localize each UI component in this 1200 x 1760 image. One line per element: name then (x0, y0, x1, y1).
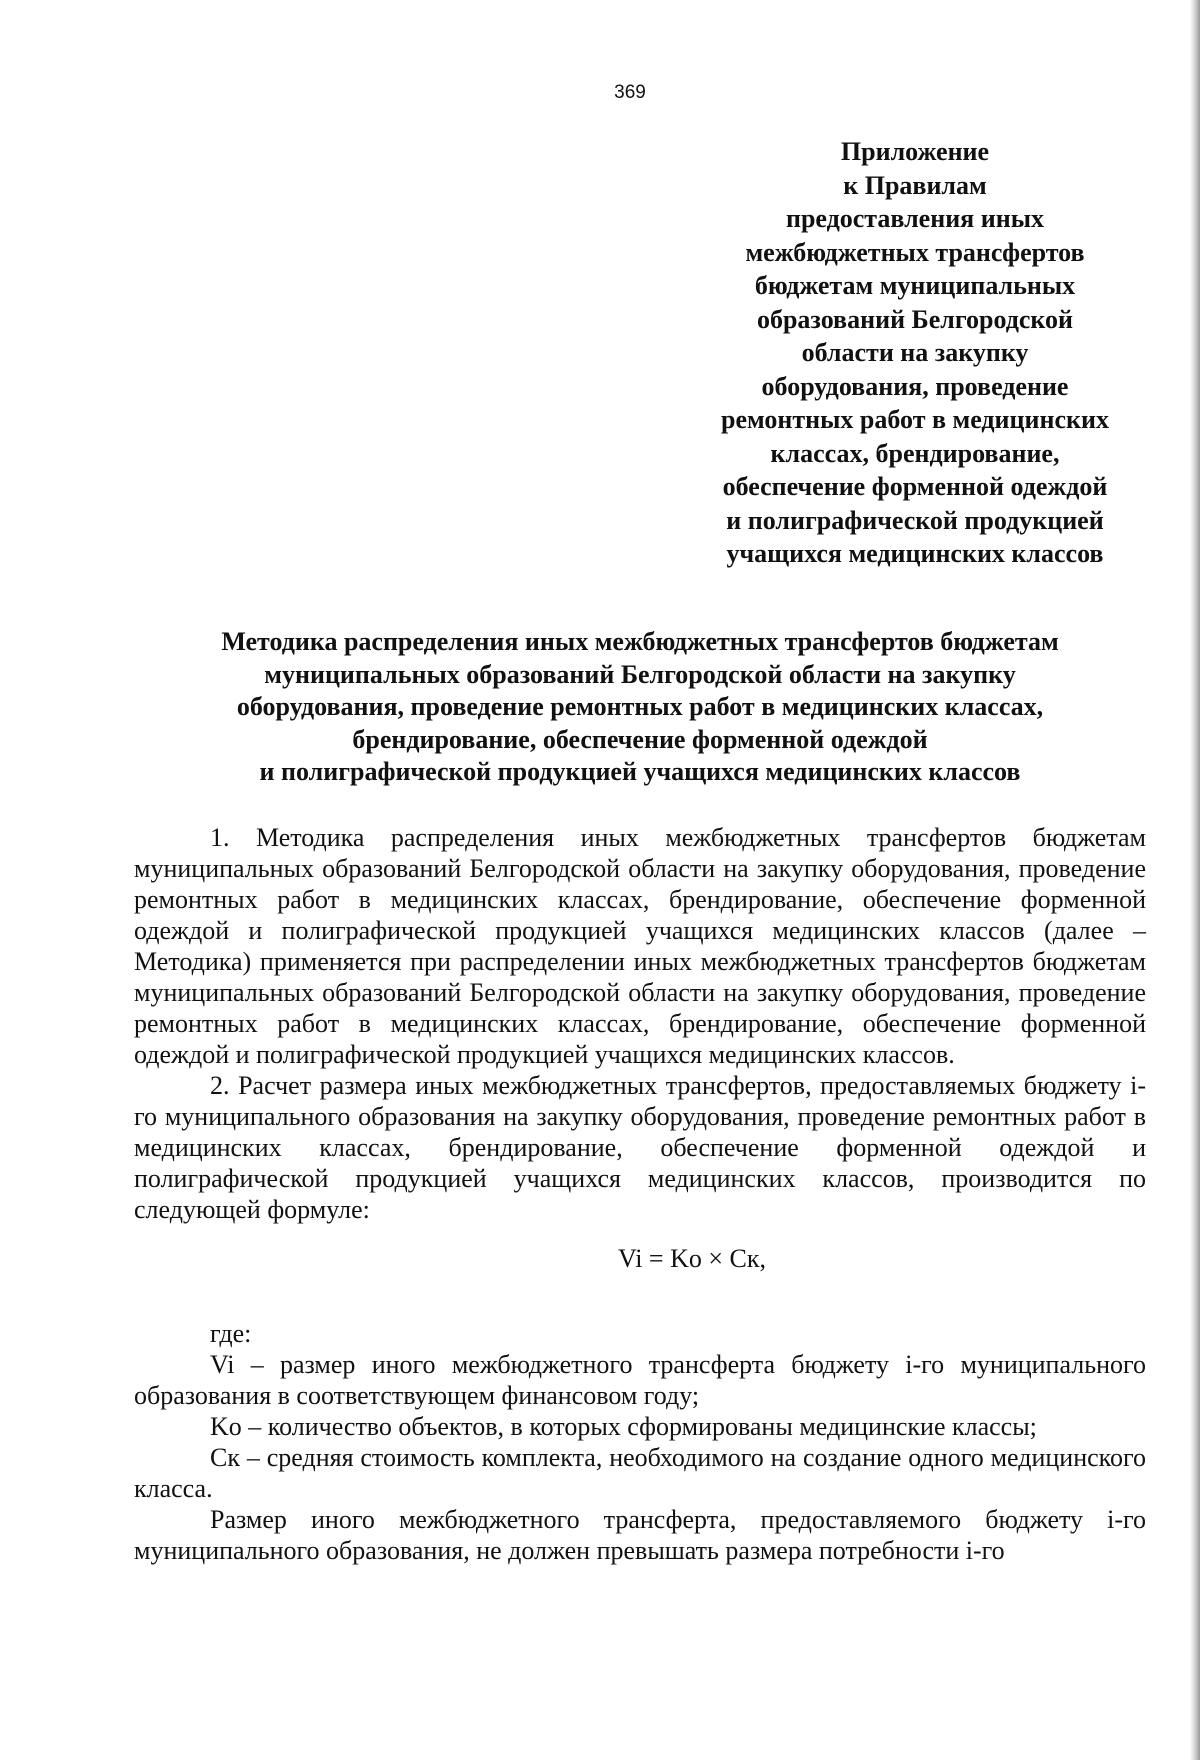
title-line: оборудования, проведение ремонтных работ в медицинских классах, (236, 692, 1044, 721)
scan-edge-shadow (1190, 0, 1200, 1760)
appendix-line: к Правилам (843, 170, 987, 200)
appendix-line: бюджетам муниципальных (754, 271, 1076, 300)
paragraph-3: Размер иного межбюджетного трансферта, предоставляемого бюджету i-го муниципального образования, не должен превышать размера потребности i-го (134, 1505, 1146, 1565)
page-number: 369 (614, 82, 646, 103)
appendix-line: классах, брендирование, (770, 438, 1060, 468)
title-line: брендирование, обеспечение форменной одеждой (352, 724, 928, 754)
where-label: где: (210, 1319, 252, 1348)
title-line: муниципальных образований Белгородской области на закупку (264, 659, 1016, 689)
definition-vi: Vi – размер иного межбюджетного трансферта бюджету i-го муниципального образования в соответствующем финансовом году; (134, 1350, 1146, 1410)
document-title (130, 626, 1150, 789)
appendix-line: образований Белгородской (756, 304, 1074, 334)
appendix-line: области на закупку (801, 338, 1029, 367)
appendix-line: оборудования, проведение (761, 371, 1069, 401)
paragraph-2: 2. Расчет размера иных межбюджетных трансфертов, предоставляемых бюджету i-го муниципального образования на закупку оборудования, проведение ремонтных работ в медицинских классах, брендирование, обеспечение форменной одеждой и полиграфической продукцией учащихся медицинских классов, производится по следующей формуле: (134, 1071, 1146, 1224)
formula: Vi = Ko × Cк, (617, 1244, 766, 1273)
appendix-line: обеспечение форменной одеждой (722, 472, 1108, 501)
appendix-header (660, 135, 1170, 571)
paragraph-1: 1. Методика распределения иных межбюджетных трансфертов бюджетам муниципальных образований Белгородской области на закупку оборудования, проведение ремонтных работ в медицинских классах, брендирование, обеспечение форменной одеждой и полиграфической продукцией учащихся медицинских классов (далее – Методика) применяется при распределении иных межбюджетных трансфертов бюджетам муниципальных образований Белгородской области на закупку оборудования, проведение ремонтных работ в медицинских классах, брендирование, обеспечение форменной одеждой и полиграфической продукцией учащихся медицинских классов. (134, 823, 1146, 1069)
document-body (134, 822, 1146, 1566)
appendix-line: и полиграфической продукцией (726, 505, 1104, 535)
appendix-line: учащихся медицинских классов (726, 539, 1104, 568)
appendix-line: Приложение (840, 137, 990, 166)
appendix-line: межбюджетных трансфертов (745, 237, 1085, 267)
title-line: Методика распределения иных межбюджетных трансфертов бюджетам (221, 627, 1059, 656)
appendix-line: предоставления иных (785, 204, 1045, 233)
definition-ck: Cк – средняя стоимость комплекта, необходимого на создание одного медицинского класса. (134, 1443, 1146, 1503)
definition-ko: Ko – количество объектов, в которых сформированы медицинские классы; (210, 1412, 1037, 1441)
appendix-line: ремонтных работ в медицинских (721, 405, 1109, 434)
title-line: и полиграфической продукцией учащихся медицинских классов (259, 757, 1021, 786)
